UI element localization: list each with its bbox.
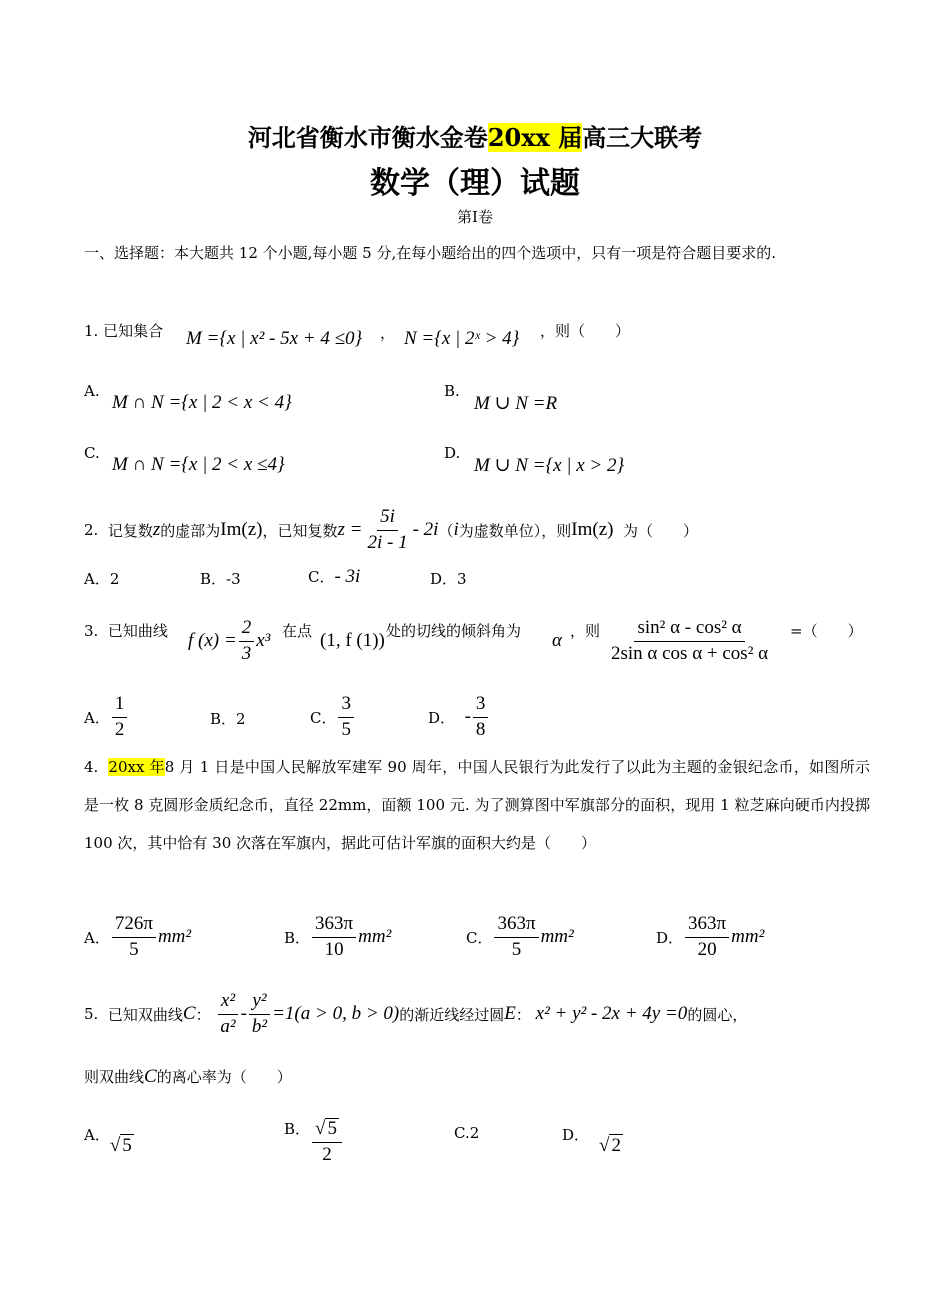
q1-sep: ， <box>380 324 396 342</box>
q1-option-a: M ∩ N ={x | 2 < x < 4} <box>112 392 292 413</box>
sqrt-icon: √ 5 <box>315 1118 337 1139</box>
q1-option-d-label: D. <box>444 444 461 462</box>
q5-option-d: D． √ 2 <box>562 1126 621 1156</box>
sqrt-icon: √ 2 <box>599 1135 621 1156</box>
q3-option-b: B．2 <box>210 710 246 728</box>
exam-subtitle: 数学（理）试题 <box>370 166 580 201</box>
volume-label: 第Ⅰ卷 <box>457 208 493 226</box>
q4-option-b: B． $\frac{363\pi}{10}$ mm² <box>284 912 392 960</box>
q3-expression <box>606 614 773 668</box>
q2-option-d: D．3 <box>430 570 467 588</box>
q4-option-a: A． $\frac{726\pi}{5}$ mm² <box>84 912 192 960</box>
q2-option-b: B．-3 <box>200 570 241 588</box>
q3-function: f (x) = $\frac{2}{3}$ x³ <box>188 616 271 664</box>
q1-stem: 1. 已知集合 <box>84 322 164 340</box>
q1-option-a-label: A. <box>84 382 100 400</box>
q5-stem: 5. 已知双曲线 C ： $\frac{\text{x²}}{\text{a²}}$ - $\frac{\text{y²}}{\text{b²}}$ =1(a > 0, b > 0) 的渐近线经过圆 E ： x² + y² - 2x + 4y =0 的圆心， <box>84 989 748 1037</box>
q3-alpha: α <box>552 630 562 651</box>
q3-option-c-fraction: $\frac{3}{5}$ <box>338 694 354 741</box>
q4-option-a-fraction: $\frac{726\pi}{5}$ <box>112 914 156 961</box>
q4-option-c-fraction: $\frac{363\pi}{5}$ <box>494 914 538 961</box>
q2-option-a: A．2 <box>84 570 120 588</box>
q2-fraction: $\frac{5i}{2i - 1}$ <box>367 505 408 553</box>
q3-coef-fraction: $\frac{2}{3}$ <box>239 618 255 665</box>
q3-tangent-text: 处的切线的倾斜角为 <box>386 622 522 640</box>
q4-option-d: D． $\frac{363\pi}{20}$ mm² <box>656 912 765 960</box>
q5-line2: 则双曲线C的离心率为（ ） <box>84 1066 292 1087</box>
q2-option-c: C．- 3i <box>308 566 361 587</box>
q3-option-d: D． - $\frac{3}{8}$ <box>428 692 490 742</box>
q3-point: (1, f (1)) <box>320 630 385 651</box>
title-year-highlight: 20xx 届 <box>487 123 583 152</box>
q5-option-b: B． √ 5 2 <box>284 1118 344 1166</box>
q2-stem: 2. 记复数 z 的虚部为 Im(z) ，已知复数 z = $\frac{5i}{2i - 1}$ - 2i （ i 为虚数单位），则 Im(z) 为（ ） <box>84 505 699 553</box>
q3-at-point: 在点 <box>282 622 313 640</box>
q1-set-n: N ={x | 2ˣ > 4} <box>404 328 520 349</box>
q3-option-a-fraction: $\frac{1}{2}$ <box>112 694 128 741</box>
q5-option-c: C.2 <box>454 1124 480 1142</box>
q4-option-d-fraction: $\frac{363\pi}{20}$ <box>685 914 729 961</box>
q3-then: ，则 <box>570 622 601 640</box>
q1-option-d: M ∪ N ={x | x > 2} <box>474 455 625 476</box>
q1-option-b: M ∪ N =R <box>474 393 558 414</box>
q1-option-c: M ∩ N ={x | 2 < x ≤4} <box>112 454 285 475</box>
q4-stem: 4. 20xx 年8 月 1 日是中国人民解放军建军 90 周年，中国人民银行为此发行了以此为主题的金银纪念币，如图所示是一枚 8 克圆形金质纪念币，直径 22mm，面额 100 元. 为了测算图中军旗部分的面积，现用 1 粒芝麻向硬币内投掷 100 次，其中恰有 30 次落在军旗内，据此可估计军旗的面积大约是（ ） <box>84 758 870 852</box>
q5-option-b-fraction: √ 5 2 <box>312 1118 342 1166</box>
q4-option-c: C． $\frac{363\pi}{5}$ mm² <box>466 912 574 960</box>
q3-eq-tail: =（ ） <box>790 622 863 640</box>
q4-option-b-fraction: $\frac{363\pi}{10}$ <box>312 914 356 961</box>
exam-title: 河北省衡水市衡水金卷20xx 届高三大联考 <box>247 123 703 152</box>
q1-option-c-label: C. <box>84 444 100 462</box>
q1-set-m: M ={x | x² - 5x + 4 ≤0} <box>186 328 363 349</box>
sqrt-icon: √ 5 <box>109 1135 132 1156</box>
q3-option-d-fraction: $\frac{3}{8}$ <box>473 694 489 741</box>
q3-trig-fraction: $\frac{\text{sin² α - cos² α}}{\text{2sin α cos α + cos² α}}$ <box>611 616 769 664</box>
q1-tail: ，则（ ） <box>540 322 631 340</box>
section-intro: 一、选择题：本大题共 12 个小题,每小题 5 分,在每小题给出的四个选项中，只有一项是符合题目要求的. <box>84 244 777 262</box>
q5-option-a: A． √ 5 <box>84 1126 132 1156</box>
q1-option-b-label: B. <box>444 382 460 400</box>
q5-y-fraction: $\frac{\text{y²}}{\text{b²}}$ <box>249 991 270 1038</box>
q5-x-fraction: $\frac{\text{x²}}{\text{a²}}$ <box>217 991 238 1038</box>
q3-option-c: C． $\frac{3}{5}$ <box>310 692 356 742</box>
q4-year-highlight: 20xx 年 <box>108 758 165 776</box>
q3-option-a: A． $\frac{1}{2}$ <box>84 692 129 742</box>
q3-stem-label: 3. 已知曲线 <box>84 622 168 640</box>
